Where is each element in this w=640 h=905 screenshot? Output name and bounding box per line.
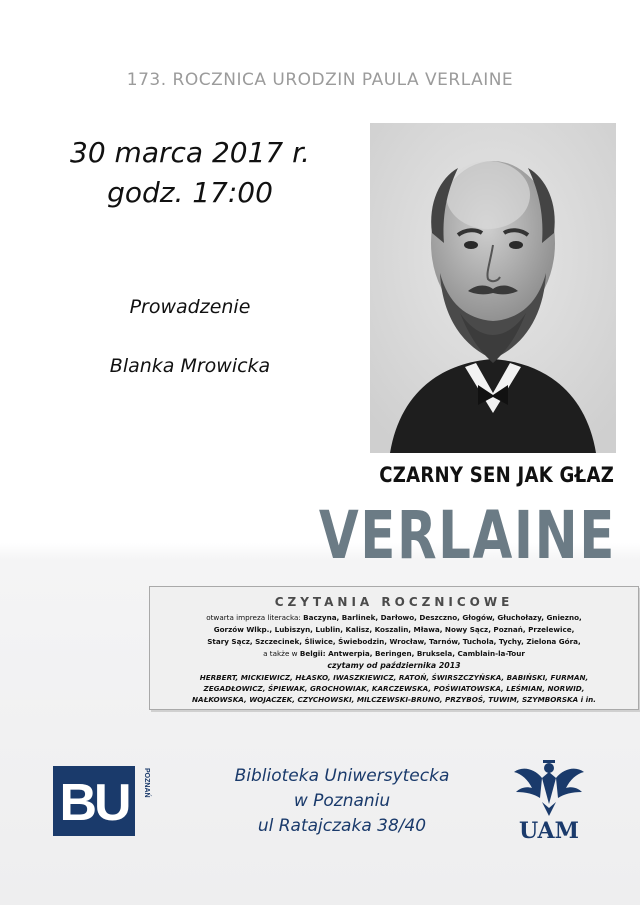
readings-places-3: Stary Sącz, Szczecinek, Śliwice, Świebodzin, Wrocław, Tarnów, Tuchola, Tychy, Zielona Góra, (207, 637, 581, 646)
uam-logo-text: UAM (519, 818, 579, 844)
readings-places-line-1 (150, 613, 638, 622)
event-time: godz. 17:00 (107, 176, 273, 209)
readings-places-line-3 (150, 637, 638, 646)
readings-places-1: Baczyna, Barlinek, Darłowo, Deszczno, Głogów, Głuchołazy, Gniezno, (303, 613, 582, 622)
host-name: Blanka Mrowicka (109, 355, 271, 377)
library-name: Biblioteka Uniwersytecka (234, 766, 450, 786)
readings-abroad: Belgii: Antwerpia, Beringen, Bruksela, Camblain-la-Tour (299, 649, 525, 658)
bu-logo-city: POZNAŃ (143, 768, 150, 798)
portrait-illustration (370, 123, 616, 453)
poster-subtitle: CZARNY SEN JAK GŁAZ (379, 463, 614, 487)
bu-logo-icon (53, 766, 149, 836)
portrait-photo (370, 123, 616, 453)
poets-line-1: HERBERT, MICKIEWICZ, HŁASKO, IWASZKIEWICZ, RATOŃ, ŚWIRSZCZYŃSKA, BABIŃSKI, FURMAN, (199, 673, 589, 682)
event-date: 30 marca 2017 r. (70, 136, 310, 169)
readings-places-line-2 (150, 625, 638, 634)
anniversary-heading: 173. ROCZNICA URODZIN PAULA VERLAINE (126, 70, 514, 90)
readings-since: czytamy od października 2013 (327, 661, 461, 670)
readings-abroad-prefix: a także w (263, 649, 298, 658)
poster-main-title: VERLAINE (318, 497, 616, 574)
library-city: w Poznaniu (293, 791, 391, 811)
readings-title: CZYTANIA ROCZNICOWE (274, 595, 514, 609)
poets-line-2: ZEGADŁOWICZ, ŚPIEWAK, GROCHOWIAK, KARCZEWSKA, POŚWIATOWSKA, LEŚMIAN, NORWID, (203, 684, 585, 693)
uam-eagle-graphic (512, 758, 586, 818)
bu-logo-graphic (53, 766, 149, 836)
readings-intro: otwarta impreza literacka: (206, 613, 301, 622)
bu-logo-letters: BU (59, 774, 129, 832)
host-label: Prowadzenie (129, 296, 251, 318)
uam-eagle-icon (512, 758, 586, 844)
readings-box (149, 586, 639, 710)
readings-places-2: Gorzów Wlkp., Lubiszyn, Lublin, Kalisz, Koszalin, Mława, Nowy Sącz, Poznań, Przelewice, (213, 625, 575, 634)
poets-line-3: NAŁKOWSKA, WOJACZEK, CZYCHOWSKI, MILCZEWSKI-BRUNO, PRZYBOŚ, TUWIM, SZYMBORSKA i in. (192, 695, 596, 704)
library-address: ul Ratajczaka 38/40 (257, 816, 427, 836)
readings-abroad-line (150, 649, 638, 658)
